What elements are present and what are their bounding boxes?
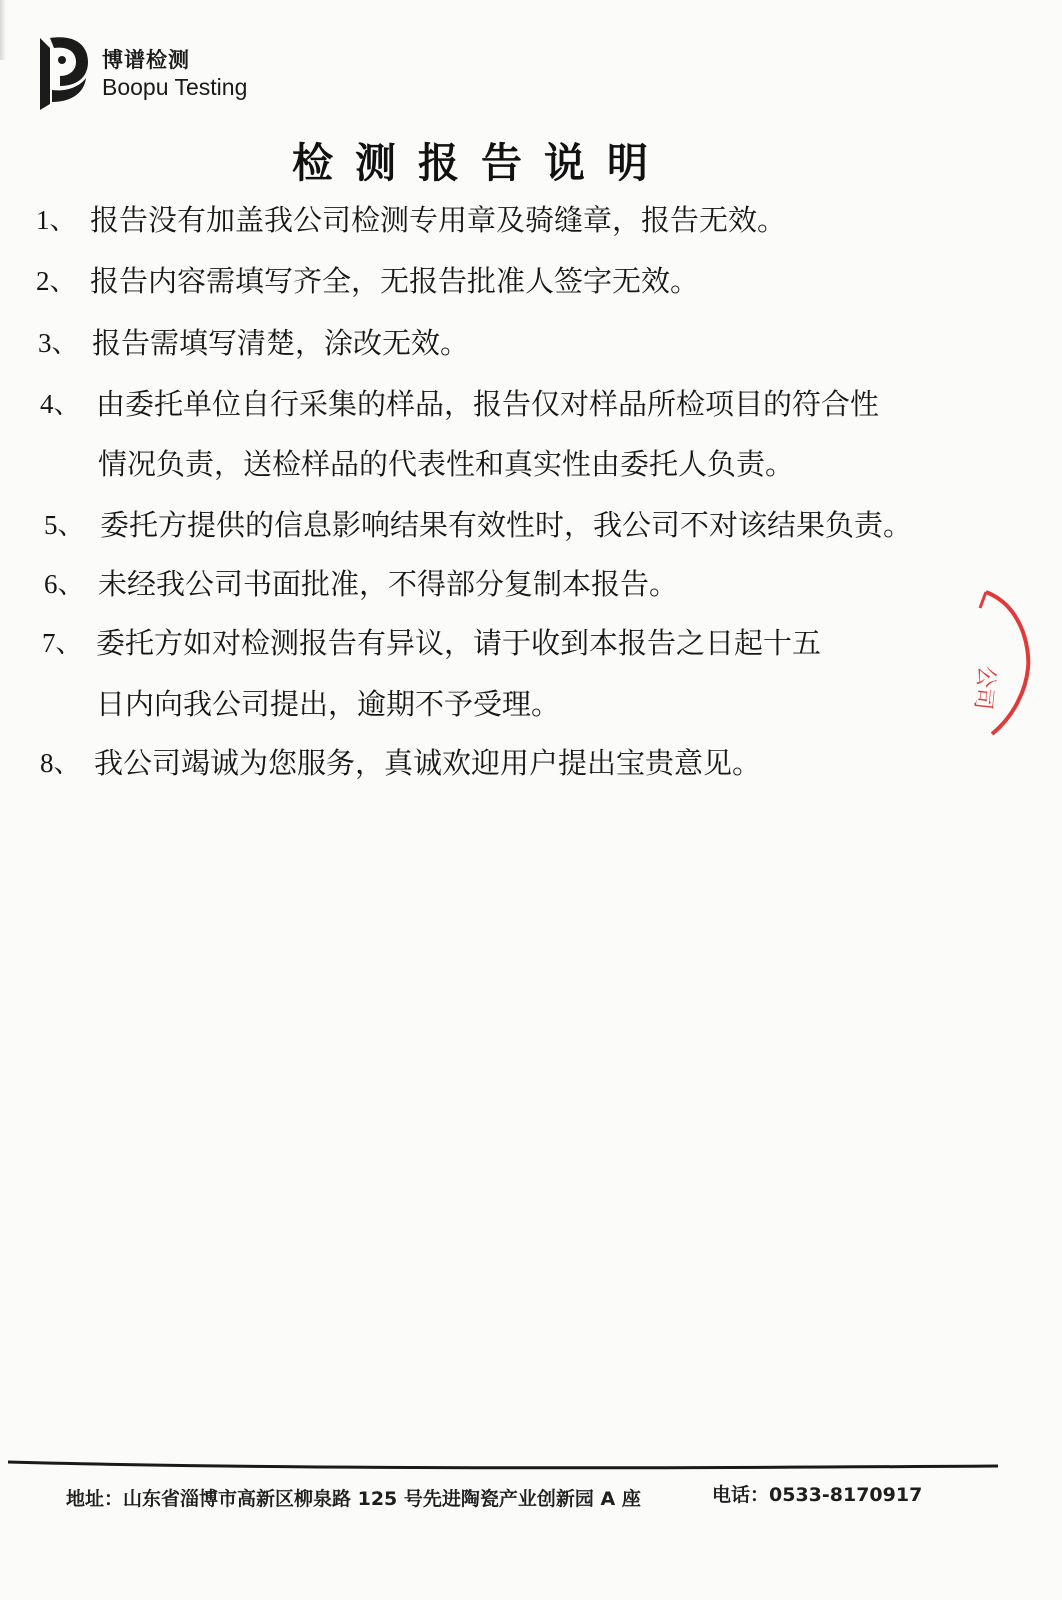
item-text: 报告需填写清楚，涂改无效。 [92,326,470,360]
item-text: 日内向我公司提出，逾期不予受理。 [96,687,561,721]
item-number: 2、 [36,266,77,296]
scan-edge [0,0,6,60]
boopu-logo-icon [36,30,92,116]
item-text: 未经我公司书面批准，不得部分复制本报告。 [98,567,679,601]
item-number: 1、 [36,205,77,235]
item-text: 委托方提供的信息影响结果有效性时，我公司不对该结果负责。 [100,508,913,542]
logo-english-name: Boopu Testing [102,74,248,100]
seal-stamp [960,588,1040,738]
item-number: 7、 [42,628,83,658]
item-text: 情况负责，送检样品的代表性和真实性由委托人负责。 [98,447,795,481]
item-text: 由委托单位自行采集的样品，报告仅对样品所检项目的符合性 [96,387,880,421]
item-number: 8、 [40,748,81,778]
item-number: 6、 [44,569,85,599]
item-text: 委托方如对检测报告有异议，请于收到本报告之日起十五 [96,626,822,660]
svg-text:公司: 公司 [969,664,999,711]
footer-divider [8,1458,998,1472]
footer-phone: 电话：0533-8170917 [712,1484,923,1506]
logo-chinese-name: 博谱检测 [102,48,190,72]
footer-address: 地址：山东省淄博市高新区柳泉路 125 号先进陶瓷产业创新园 A 座 [66,1488,641,1510]
company-logo [36,30,276,116]
item-number: 5、 [44,510,85,540]
item-number: 3、 [38,328,79,358]
item-text: 报告没有加盖我公司检测专用章及骑缝章，报告无效。 [90,203,787,237]
item-text: 我公司竭诚为您服务，真诚欢迎用户提出宝贵意见。 [94,746,762,780]
page-title: 检测报告说明 [292,139,670,187]
item-number: 4、 [40,389,81,419]
item-text: 报告内容需填写齐全，无报告批准人签字无效。 [90,264,700,298]
